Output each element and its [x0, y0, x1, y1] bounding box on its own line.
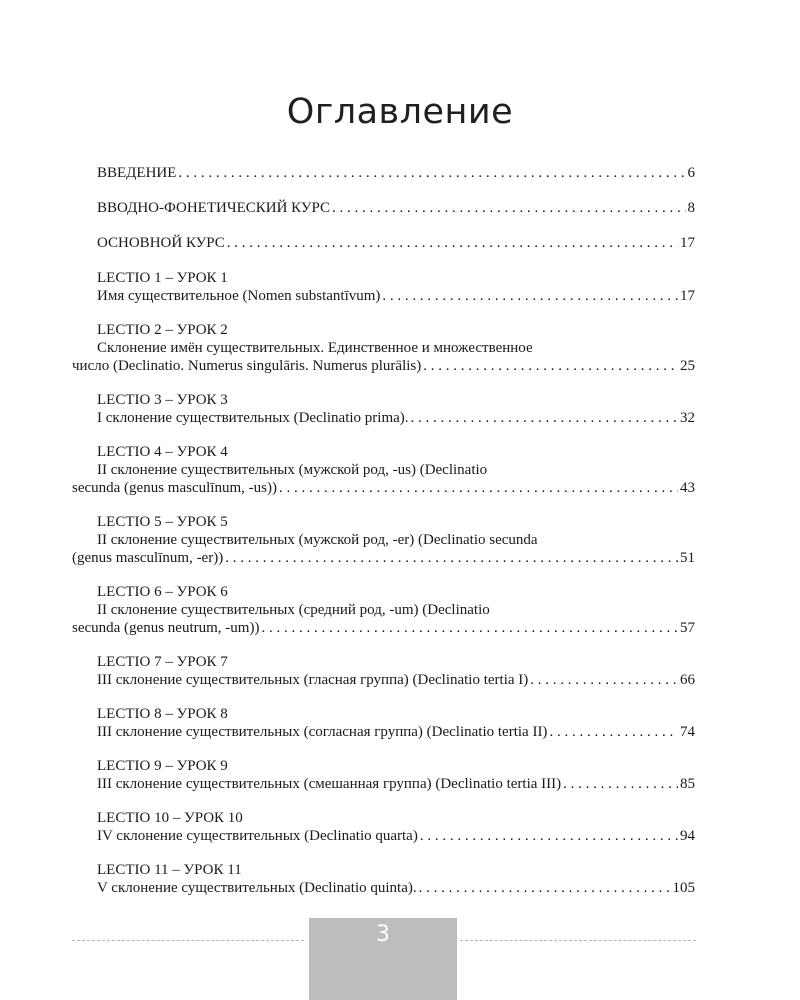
dot-leader	[225, 549, 678, 567]
toc-entry-lectio-4[interactable]	[72, 443, 695, 497]
toc-page-number: 57	[680, 620, 695, 636]
dot-leader	[261, 619, 678, 637]
toc-entry-title: III склонение существительных (смешанная группа) (Declinatio tertia III)	[97, 776, 562, 792]
toc-page-number: 94	[680, 828, 695, 844]
dot-leader	[530, 671, 678, 689]
toc-entry-title: Имя существительное (Nomen substantīvum)	[97, 288, 381, 304]
toc-entry-title: I склонение существительных (Declinatio prima).	[97, 410, 409, 426]
footer-divider-left	[72, 940, 304, 941]
toc-entry-title: II склонение существительных (средний род, -um) (Declinatio	[97, 602, 490, 618]
toc-entry-heading: LECTIO 8 – УРОК 8	[97, 706, 228, 722]
toc-entry-lectio-11[interactable]	[72, 861, 695, 897]
toc-entry-heading: ВВЕДЕНИЕ	[97, 165, 177, 181]
page-footer	[0, 918, 800, 1000]
dot-leader	[549, 723, 678, 741]
toc-entry-heading: LECTIO 7 – УРОК 7	[97, 654, 228, 670]
toc-page-number: 74	[680, 724, 695, 740]
toc-entry-title: Склонение имён существительных. Единственное и множественное	[97, 340, 533, 356]
dot-leader	[227, 234, 678, 252]
toc-page-number: 17	[680, 235, 695, 251]
toc-entry-title: V склонение существительных (Declinatio quinta).	[97, 880, 417, 896]
dot-leader	[420, 827, 678, 845]
toc-entry-heading: LECTIO 9 – УРОК 9	[97, 758, 228, 774]
toc-page-number: 43	[680, 480, 695, 496]
toc-entry-title: II склонение существительных (мужской род, -us) (Declinatio	[97, 462, 488, 478]
toc-entry-introduction[interactable]	[72, 164, 695, 182]
toc-entry-heading: LECTIO 4 – УРОК 4	[97, 444, 228, 460]
toc-entry-lectio-3[interactable]	[72, 391, 695, 427]
toc-entry-heading: LECTIO 1 – УРОК 1	[97, 270, 228, 286]
toc-page-number: 17	[680, 288, 695, 304]
page-title: Оглавление	[286, 92, 514, 132]
toc-entry-title: III склонение существительных (согласная группа) (Declinatio tertia II)	[97, 724, 548, 740]
toc-page-number: 51	[680, 550, 695, 566]
dot-leader	[563, 775, 678, 793]
toc-entry-lectio-9[interactable]	[72, 757, 695, 793]
dot-leader	[332, 199, 685, 217]
dot-leader	[382, 287, 678, 305]
dot-leader	[419, 879, 671, 897]
footer-divider-right	[460, 940, 696, 941]
toc-entry-heading: LECTIO 5 – УРОК 5	[97, 514, 228, 530]
toc-entry-phonetic-course[interactable]	[72, 199, 695, 217]
toc-entry-lectio-2[interactable]	[72, 321, 695, 375]
toc-entry-title: III склонение существительных (гласная группа) (Declinatio tertia I)	[97, 672, 529, 688]
toc-entry-heading: ОСНОВНОЙ КУРС	[97, 235, 225, 251]
toc-entry-heading: ВВОДНО-ФОНЕТИЧЕСКИЙ КУРС	[97, 200, 331, 216]
toc-entry-lectio-5[interactable]	[72, 513, 695, 567]
toc-entry-lectio-6[interactable]	[72, 583, 695, 637]
toc-page-number: 25	[680, 358, 695, 374]
dot-leader	[423, 357, 678, 375]
toc-entry-main-course[interactable]	[72, 234, 695, 252]
toc-page-number: 8	[687, 200, 695, 216]
toc-entry-title: IV склонение существительных (Declinatio quarta)	[97, 828, 418, 844]
toc-entry-title: II склонение существительных (мужской род, -er) (Declinatio secunda	[97, 532, 538, 548]
toc-entry-title-continued: (genus masculīnum, -er))	[72, 550, 224, 566]
toc-entry-lectio-8[interactable]	[72, 705, 695, 741]
toc-entry-title-continued: число (Declinatio. Numerus singulāris. Numerus plurālis)	[72, 358, 422, 374]
toc-entry-heading: LECTIO 10 – УРОК 10	[97, 810, 243, 826]
toc-entry-lectio-1[interactable]	[72, 269, 695, 305]
toc-entry-title-continued: secunda (genus neutrum, -um))	[72, 620, 260, 636]
toc-page-number: 66	[680, 672, 695, 688]
dot-leader	[178, 164, 685, 182]
page-number: 3	[376, 922, 390, 947]
toc-page-number: 6	[687, 165, 695, 181]
toc-entry-heading: LECTIO 3 – УРОК 3	[97, 392, 228, 408]
toc-entry-heading: LECTIO 2 – УРОК 2	[97, 322, 228, 338]
dot-leader	[279, 479, 678, 497]
toc-entry-heading: LECTIO 6 – УРОК 6	[97, 584, 228, 600]
toc-entry-title-continued: secunda (genus masculīnum, -us))	[72, 480, 277, 496]
toc-page-number: 32	[680, 410, 695, 426]
toc-page-number: 105	[672, 880, 695, 896]
toc-entry-heading: LECTIO 11 – УРОК 11	[97, 862, 242, 878]
toc-entry-lectio-7[interactable]	[72, 653, 695, 689]
toc-page-number: 85	[680, 776, 695, 792]
table-of-contents	[72, 164, 695, 897]
toc-entry-lectio-10[interactable]	[72, 809, 695, 845]
dot-leader	[411, 409, 678, 427]
